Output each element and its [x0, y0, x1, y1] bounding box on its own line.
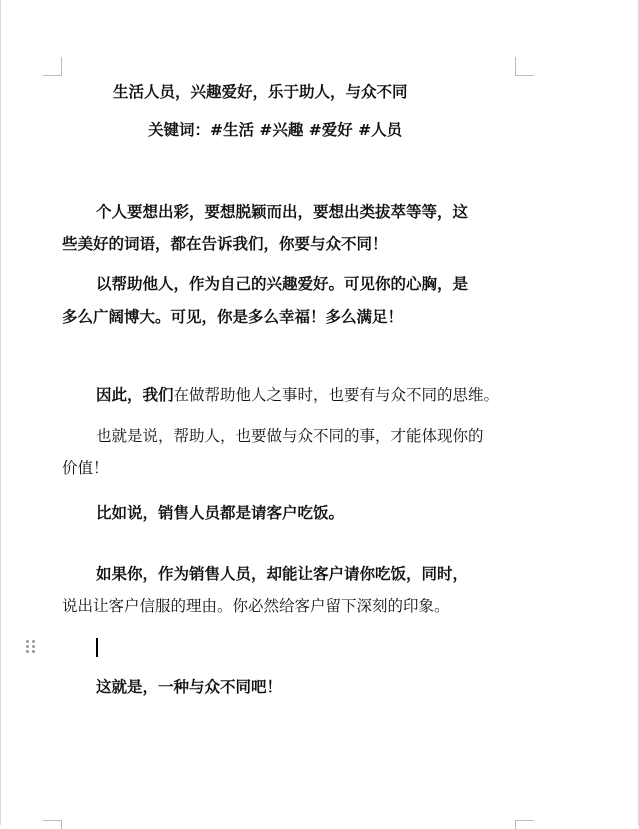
paragraph-drag-handle-icon[interactable]	[26, 640, 36, 654]
margin-corner-top-right	[515, 57, 534, 76]
paragraph-7[interactable]: 这就是，一种与众不同吧！	[96, 678, 283, 696]
paragraph-2-line-1[interactable]: 以帮助他人，作为自己的兴趣爱好。可见你的心胸，是	[96, 275, 469, 293]
paragraph-6-line-2[interactable]: 说出让客户信服的理由。你必然给客户留下深刻的印象。	[62, 597, 450, 615]
text-cursor	[96, 638, 98, 657]
paragraph-3[interactable]	[96, 384, 499, 406]
paragraph-1-line-1[interactable]: 个人要想出彩，要想脱颖而出，要想出类拔萃等等，这	[96, 203, 469, 221]
paragraph-4-line-2[interactable]: 价值！	[62, 459, 109, 477]
paragraph-1-line-2[interactable]: 些美好的词语，都在告诉我们，你要与众不同！	[62, 235, 388, 253]
document-title[interactable]: 生活人员，兴趣爱好，乐于助人，与众不同	[113, 83, 408, 101]
paragraph-6-line-1[interactable]: 如果你，作为销售人员，却能让客户请你吃饭，同时，	[96, 565, 469, 583]
document-keywords[interactable]: 关键词：#生活 #兴趣 #爱好 #人员	[148, 121, 403, 139]
paragraph-5[interactable]: 比如说，销售人员都是请客户吃饭。	[96, 504, 345, 522]
paragraph-3-bold-part: 因此，我们	[96, 386, 174, 404]
paragraph-2-line-2[interactable]: 多么广阔博大。可见，你是多么幸福！多么满足！	[62, 308, 404, 326]
margin-corner-top-left	[43, 57, 62, 76]
page-left-edge	[0, 0, 1, 825]
paragraph-4-line-1[interactable]: 也就是说，帮助人，也要做与众不同的事，才能体现你的	[96, 427, 484, 445]
paragraph-3-normal-part: 在做帮助他人之事时，也要有与众不同的思维。	[173, 386, 500, 404]
